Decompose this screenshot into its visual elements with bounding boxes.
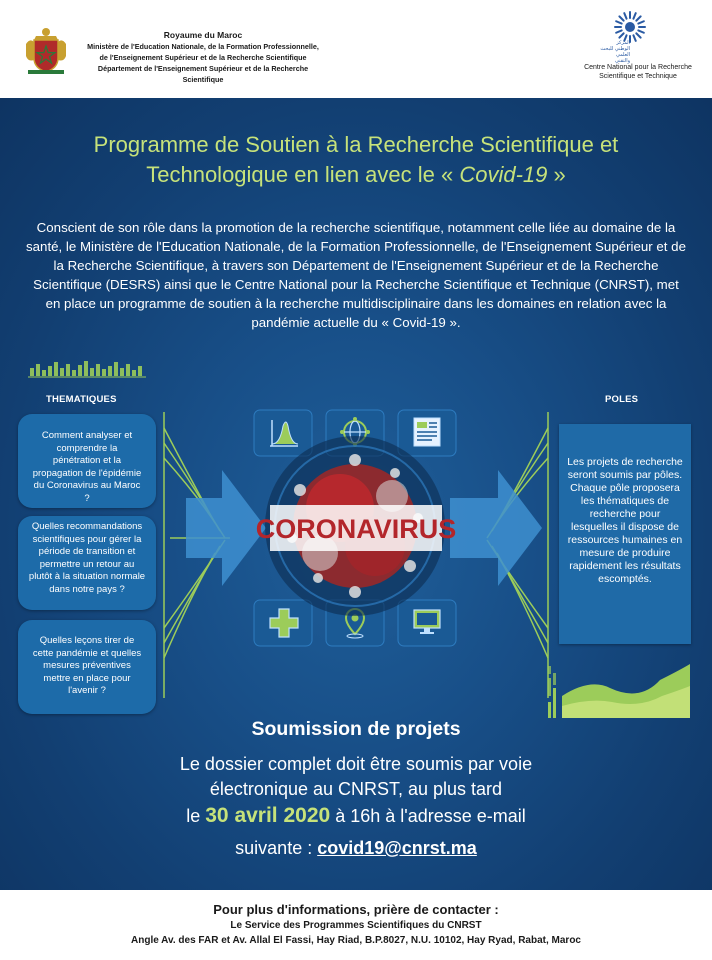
moroccan-emblem-icon: [22, 26, 70, 76]
footer: [0, 890, 712, 960]
cnrst-arabic-name: المركز الوطني للبحث العلمي والتقني: [600, 40, 630, 64]
deadline-line: [0, 804, 712, 828]
thematique-text-1: Comment analyser et comprendre la pénétration et la propagation de l'épidémie du Coronavirus au Maroc ?: [32, 430, 142, 504]
title-line-1: Programme de Soutien à la Recherche Scientifique et: [93, 132, 619, 157]
ministry-line-3: Département de l'Enseignement Supérieur et de la Recherche Scientifique: [97, 64, 309, 84]
header: [0, 0, 712, 98]
thematique-card-3: [18, 620, 156, 714]
email-prefix: suivante :: [235, 838, 318, 858]
footer-service: Le Service des Programmes Scientifiques du CNRST: [230, 920, 482, 931]
deadline-date: 30 avril 2020: [205, 804, 331, 827]
poles-card: [559, 424, 691, 644]
poles-label: POLES: [605, 394, 639, 405]
title-covid: Covid-19: [459, 162, 548, 187]
title-suffix: »: [547, 162, 566, 187]
intro-paragraph: Conscient de son rôle dans la promotion de la recherche scientifique, notamment celle liée au domaine de la santé, le Ministère de l'Education Nationale, de la Formation Professionnelle, de l'Enseignement Supérieur et de la Recherche Scientifique, à travers son Département de l'Enseignement Supérieur et de la Recherche Scientifique (DESRS) ainsi que le Centre National pour la Recherche Scientifique et Technique (CNRST), met en place un programme de soutien à la recherche multidisciplinaire dans les domaines en relation avec la pandémie actuelle du « Covid-19 ».: [26, 220, 686, 330]
cnrst-logo-icon: [613, 10, 647, 44]
cnrst-name: [572, 63, 704, 81]
thematique-card-1: [18, 414, 156, 508]
left-arrow: [186, 470, 266, 586]
cnrst-name-line-2: Scientifique et Technique: [599, 73, 677, 80]
footer-address: Angle Av. des FAR et Av. Allal El Fassi, Hay Riad, B.P.8027, N.U. 10102, Hay Ryad, Rabat, Maroc: [131, 935, 581, 946]
coronavirus-label: CORONAVIRUS: [255, 514, 457, 544]
poles-text: Les projets de recherche seront soumis par pôles. Chaque pôle proposera les thématiques de recherche pour lesquelles il dispose de ressources humaines en mesure de produire rapidement les résultats escomptés.: [567, 456, 683, 585]
coronavirus-label-banner: [256, 505, 457, 551]
submission-line-1: Le dossier complet doit être soumis par voie: [179, 754, 533, 774]
submission-text: [0, 752, 712, 802]
ministry-block: [78, 30, 328, 85]
bar-decoration-top: [30, 361, 142, 376]
email-link[interactable]: covid19@cnrst.ma: [317, 838, 477, 858]
email-line: [0, 838, 712, 859]
submission-title: Soumission de projets: [251, 718, 461, 740]
bars-decoration-bottom: [548, 666, 556, 718]
ministry-line-1: Ministère de l'Education Nationale, de la Formation Professionnelle,: [87, 42, 319, 51]
kingdom-text: Royaume du Maroc: [163, 30, 243, 40]
area-chart-decoration: [562, 664, 690, 718]
title-prefix: Technologique en lien avec le «: [146, 162, 460, 187]
footer-contact-heading: Pour plus d'informations, prière de contacter :: [213, 902, 499, 917]
deadline-suffix: à 16h à l'adresse e-mail: [330, 806, 526, 826]
cnrst-name-line-1: Centre National pour la Recherche: [584, 64, 692, 71]
thematiques-label: THEMATIQUES: [46, 394, 117, 405]
ministry-line-2: de l'Enseignement Supérieur et de la Recherche Scientifique: [99, 53, 307, 62]
deadline-prefix: le: [186, 806, 206, 826]
submission-line-2: électronique au CNRST, au plus tard: [209, 779, 503, 799]
thematique-card-2: [18, 516, 156, 610]
right-arrow: [450, 470, 542, 586]
poster-body: [0, 98, 712, 890]
thematique-text-2: Quelles recommandations scientifiques pour gérer la période de transition et permettre un retour au plutôt à la situation normale dans notre pays ?: [28, 521, 146, 595]
document-icon: [414, 418, 440, 446]
thematique-text-3: Quelles leçons tirer de cette pandémie et quelles mesures préventives mettre en place pour l'avenir ?: [32, 635, 142, 696]
